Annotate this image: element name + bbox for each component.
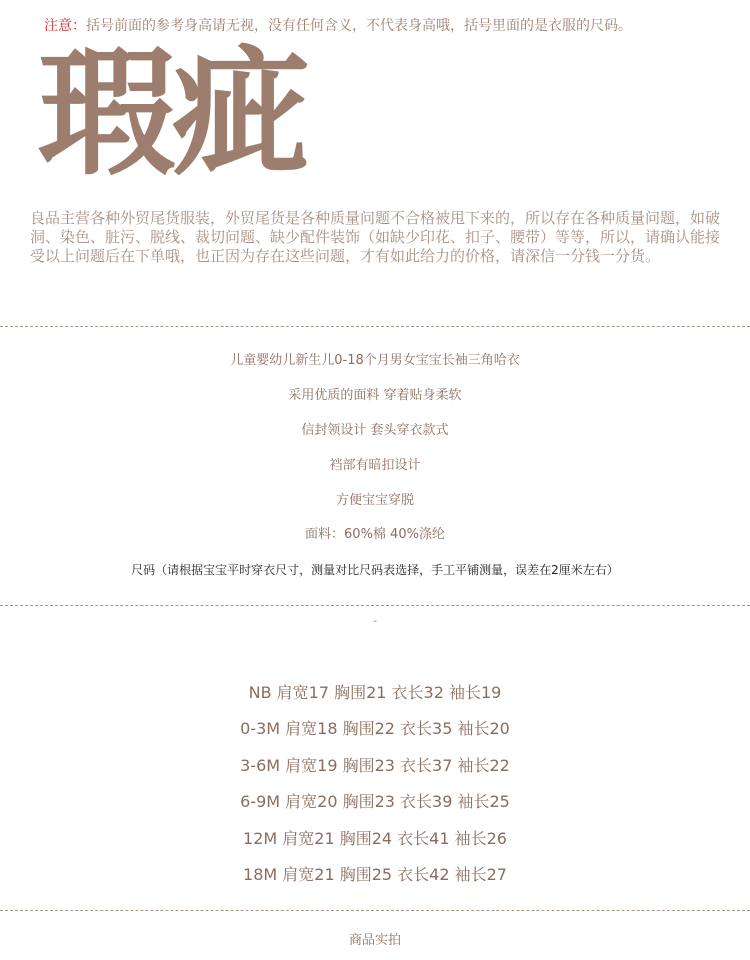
description-line: 采用优质的面料 穿着贴身柔软 (288, 388, 462, 403)
description-line: 面料：60%棉 40%涤纶 (305, 527, 445, 542)
size-row: 18M 肩宽21 胸围25 衣长42 袖长27 (243, 865, 507, 884)
disclaimer-text: 良品主营各种外贸尾货服装，外贸尾货是各种质量问题不合格被甩下来的，所以存在各种质量问题，如破洞、染色、脏污、脱线、裁切问题、缺少配件装饰（如缺少印花、扣子、腰带）等等，所以，请确认能接受以上问题后在下单哦，也正因为存在这些问题，才有如此给力的价格，请深信一分钱一分货。 (30, 209, 721, 265)
dash-mark: - (373, 616, 377, 627)
size-row: NB 肩宽17 胸围21 衣长32 袖长19 (248, 683, 502, 702)
divider (0, 910, 750, 911)
footer-label: 商品实拍 (348, 933, 401, 948)
size-note: 尺码（请根据宝宝平时穿衣尺寸，测量对比尺码表选择，手工平铺测量，误差在2厘米左右） (131, 563, 619, 577)
size-row: 3-6M 肩宽19 胸围23 衣长37 袖长22 (240, 756, 510, 775)
divider (0, 326, 750, 327)
size-row: 0-3M 肩宽18 胸围22 衣长35 袖长20 (240, 719, 510, 738)
notice-text: 括号前面的参考身高请无视，没有任何含义，不代表身高哦，括号里面的是衣服的尺码。 (86, 18, 632, 34)
description-line: 儿童婴幼儿新生儿0-18个月男女宝宝长袖三角哈衣 (230, 353, 520, 368)
notice-label: 注意： (44, 18, 86, 34)
description-line: 方便宝宝穿脱 (335, 493, 414, 508)
description-line: 信封领设计 套头穿衣款式 (301, 423, 449, 438)
description-line: 裆部有暗扣设计 (329, 458, 421, 473)
defect-title: 瑕疵 (38, 31, 307, 194)
divider (0, 605, 750, 606)
size-row: 6-9M 肩宽20 胸围23 衣长39 袖长25 (240, 792, 510, 811)
size-row: 12M 肩宽21 胸围24 衣长41 袖长26 (243, 829, 507, 848)
